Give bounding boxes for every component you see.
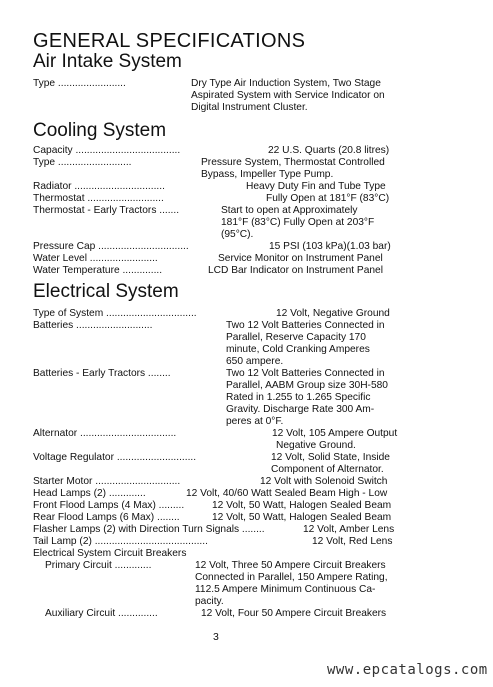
spec-value-cont: Aspirated System with Service Indicator on (191, 90, 385, 101)
spec-row-auxiliary-circuit (45, 608, 387, 620)
spec-value: 12 Volt, 105 Ampere Output (272, 428, 398, 439)
spec-value-cont: Component of Alternator. (271, 464, 384, 475)
spec-value: Two 12 Volt Batteries Connected in (226, 320, 385, 331)
spec-value-cont: Rated in 1.255 to 1.265 Specific (226, 392, 371, 403)
spec-label: Type .......................... (33, 157, 132, 168)
spec-value: 12 Volt, Negative Ground (276, 308, 390, 319)
spec-row-type-of-system (33, 308, 390, 320)
spec-row-circuit-breakers (33, 548, 186, 560)
spec-row-primary-circuit (45, 560, 386, 572)
cooling-heading: Cooling System (33, 120, 167, 141)
spec-row-batteries (33, 320, 385, 332)
spec-label: Alternator .................................. (33, 428, 177, 439)
spec-value: Start to open at Approximately (221, 205, 358, 216)
spec-row-batteries-early (33, 368, 385, 380)
spec-label: Batteries - Early Tractors ........ (33, 368, 171, 379)
spec-value: LCD Bar Indicator on Instrument Panel (208, 265, 383, 276)
spec-row-alternator (33, 428, 398, 440)
spec-value: Two 12 Volt Batteries Connected in (226, 368, 385, 379)
spec-value: 12 Volt, Solid State, Inside (271, 452, 390, 463)
spec-row-thermostat-early (33, 205, 358, 217)
spec-row-capacity (33, 145, 390, 157)
spec-row-thermostat (33, 193, 390, 205)
spec-label: Electrical System Circuit Breakers (33, 548, 187, 559)
spec-row-front-flood (33, 500, 392, 512)
spec-label: Radiator ................................ (33, 181, 165, 192)
spec-label: Rear Flood Lamps (6 Max) ........ (33, 512, 180, 523)
spec-value: 12 Volt, Three 50 Ampere Circuit Breakers (195, 560, 386, 571)
spec-value-cont: pacity. (195, 596, 224, 607)
spec-value: 12 Volt, Four 50 Ampere Circuit Breakers (201, 608, 387, 619)
spec-value-cont: 181°F (83°C) Fully Open at 203°F (221, 217, 375, 228)
spec-value: Heavy Duty Fin and Tube Type (246, 181, 386, 192)
spec-row-air-type (33, 78, 381, 90)
spec-label: Type ........................ (33, 78, 126, 89)
electrical-heading: Electrical System (33, 281, 179, 302)
spec-value: 22 U.S. Quarts (20.8 litres) (268, 145, 390, 156)
spec-row-cooling-type (33, 157, 385, 169)
spec-value: Fully Open at 181°F (83°C) (266, 193, 390, 204)
spec-value: Pressure System, Thermostat Controlled (201, 157, 385, 168)
spec-value: 15 PSI (103 kPa)(1.03 bar) (269, 241, 391, 252)
page-title: GENERAL SPECIFICATIONS (33, 30, 306, 52)
spec-value-cont: (95°C). (221, 229, 254, 240)
spec-value-cont: Connected in Parallel, 150 Ampere Rating, (195, 572, 388, 583)
spec-value: 12 Volt, 50 Watt, Halogen Sealed Beam (212, 500, 392, 511)
spec-value: 12 Volt, Amber Lens (303, 524, 395, 535)
spec-label: Front Flood Lamps (4 Max) ......... (33, 500, 185, 511)
watermark: www.epcatalogs.com (327, 662, 488, 678)
spec-label: Starter Motor .............................. (33, 476, 181, 487)
page-number: 3 (213, 631, 219, 643)
spec-value: Dry Type Air Induction System, Two Stage (191, 78, 381, 89)
spec-label: Type of System ................................ (33, 308, 197, 319)
spec-label: Pressure Cap ................................ (33, 241, 189, 252)
spec-value-cont: Gravity. Discharge Rate 300 Am- (226, 404, 375, 415)
spec-value: 12 Volt, 40/60 Watt Sealed Beam High - Low (186, 488, 388, 499)
spec-row-pressure-cap (33, 241, 391, 253)
spec-label: Tail Lamp (2) ........................................ (33, 536, 208, 547)
spec-label: Water Temperature .............. (33, 265, 163, 276)
spec-row-starter-motor (33, 476, 388, 488)
spec-value-cont: 650 ampere. (226, 356, 284, 367)
spec-value-cont: minute, Cold Cranking Amperes (226, 344, 370, 355)
spec-label: Primary Circuit ............. (45, 560, 152, 571)
spec-value-cont: Negative Ground. (276, 440, 356, 451)
spec-label: Voltage Regulator ............................ (33, 452, 197, 463)
spec-label: Head Lamps (2) ............. (33, 488, 146, 499)
spec-label: Batteries ........................... (33, 320, 153, 331)
spec-row-radiator (33, 181, 386, 193)
spec-value-cont: Parallel, AABM Group size 30H-580 (226, 380, 388, 391)
spec-row-water-level (33, 253, 383, 265)
spec-row-head-lamps (33, 488, 388, 500)
spec-label: Flasher Lamps (2) with Direction Turn Signals ........ (33, 524, 265, 535)
spec-label: Thermostat ........................... (33, 193, 164, 204)
spec-row-voltage-regulator (33, 452, 390, 464)
spec-value: 12 Volt, Red Lens (312, 536, 393, 547)
spec-value: 12 Volt, 50 Watt, Halogen Sealed Beam (212, 512, 392, 523)
spec-value-cont: Parallel, Reserve Capacity 170 (226, 332, 366, 343)
spec-row-flasher-lamps (33, 524, 395, 536)
spec-value-cont: peres at 0°F. (226, 416, 284, 427)
spec-value: 12 Volt with Solenoid Switch (260, 476, 388, 487)
spec-value-cont: Digital Instrument Cluster. (191, 102, 308, 113)
spec-label: Thermostat - Early Tractors ....... (33, 205, 180, 216)
spec-value: Service Monitor on Instrument Panel (218, 253, 383, 264)
spec-label: Water Level ........................ (33, 253, 158, 264)
spec-value-cont: 112.5 Ampere Minimum Continuous Ca- (195, 584, 376, 595)
spec-label: Capacity ..................................... (33, 145, 181, 156)
spec-row-tail-lamp (33, 536, 393, 548)
spec-row-water-temp (33, 265, 383, 277)
spec-label: Auxiliary Circuit .............. (45, 608, 158, 619)
spec-row-rear-flood (33, 512, 392, 524)
air-intake-heading: Air Intake System (33, 51, 182, 72)
spec-value-cont: Bypass, Impeller Type Pump. (201, 169, 334, 180)
